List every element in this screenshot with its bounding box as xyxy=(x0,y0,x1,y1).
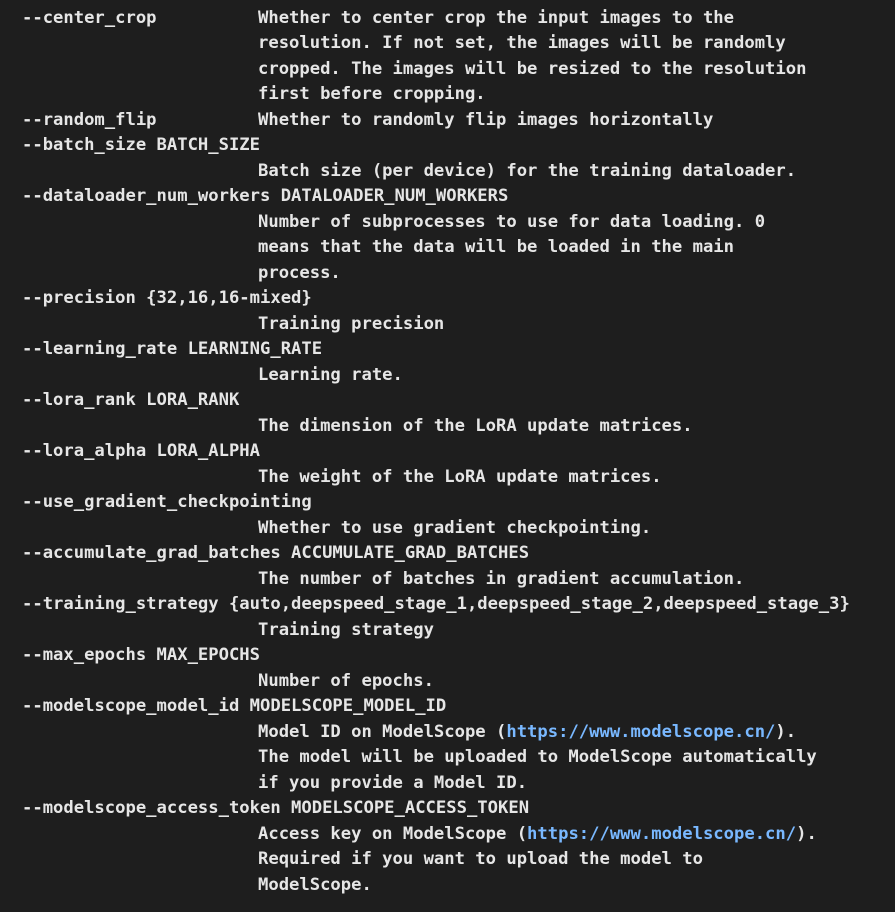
description-line: The dimension of the LoRA update matrices. xyxy=(258,416,693,436)
description-line: Number of subprocesses to use for data loading. 0 xyxy=(258,212,766,232)
description-line: Training precision xyxy=(258,314,445,334)
option-use-gradient-checkpointing: --use_gradient_checkpointing xyxy=(22,492,312,512)
option-dataloader-num-workers: --dataloader_num_workers DATALOADER_NUM_WORKERS xyxy=(22,186,509,206)
description-line: ModelScope. xyxy=(258,875,372,895)
description-line: The number of batches in gradient accumulation. xyxy=(258,569,745,589)
description-text: ). xyxy=(775,722,797,742)
option-max-epochs: --max_epochs MAX_EPOCHS xyxy=(22,645,260,665)
description-line-with-link xyxy=(258,720,796,745)
description-line: cropped. The images will be resized to the resolution xyxy=(258,59,807,79)
option-random-flip: --random_flip xyxy=(22,110,157,130)
option-lora-alpha: --lora_alpha LORA_ALPHA xyxy=(22,441,260,461)
description-line: The model will be uploaded to ModelScope automatically xyxy=(258,747,817,767)
description-line: if you provide a Model ID. xyxy=(258,773,528,793)
description-text: Model ID on ModelScope ( xyxy=(258,722,507,742)
option-precision: --precision {32,16,16-mixed} xyxy=(22,288,312,308)
modelscope-link[interactable]: https://www.modelscope.cn/ xyxy=(506,722,776,742)
option-lora-rank: --lora_rank LORA_RANK xyxy=(22,390,240,410)
description-text: Access key on ModelScope ( xyxy=(258,824,528,844)
option-accumulate-grad-batches: --accumulate_grad_batches ACCUMULATE_GRAD_BATCHES xyxy=(22,543,530,563)
option-center-crop: --center_crop xyxy=(22,8,157,28)
option-modelscope-access-token: --modelscope_access_token MODELSCOPE_ACCESS_TOKEN xyxy=(22,798,530,818)
description-line: first before cropping. xyxy=(258,84,486,104)
description-text: ). xyxy=(796,824,817,844)
option-learning-rate: --learning_rate LEARNING_RATE xyxy=(22,339,323,359)
description-line: The weight of the LoRA update matrices. xyxy=(258,467,662,487)
description-line: Number of epochs. xyxy=(258,671,434,691)
modelscope-link[interactable]: https://www.modelscope.cn/ xyxy=(527,824,797,844)
description-line: means that the data will be loaded in the main xyxy=(258,237,734,257)
option-training-strategy: --training_strategy {auto,deepspeed_stage_1,deepspeed_stage_2,deepspeed_stage_3} xyxy=(22,594,850,614)
description-line-with-link xyxy=(258,822,817,847)
description-line: Required if you want to upload the model to xyxy=(258,849,703,869)
description-line: process. xyxy=(258,263,341,283)
description-line: Learning rate. xyxy=(258,365,403,385)
description-line: Whether to center crop the input images to the xyxy=(258,8,734,28)
option-batch-size: --batch_size BATCH_SIZE xyxy=(22,135,260,155)
description-line: Training strategy xyxy=(258,620,434,640)
description-line: Whether to use gradient checkpointing. xyxy=(258,518,652,538)
description-line: Batch size (per device) for the training dataloader. xyxy=(258,161,797,181)
description-line: resolution. If not set, the images will be randomly xyxy=(258,33,786,53)
description-line: Whether to randomly flip images horizontally xyxy=(258,110,714,130)
option-modelscope-model-id: --modelscope_model_id MODELSCOPE_MODEL_ID xyxy=(22,696,447,716)
